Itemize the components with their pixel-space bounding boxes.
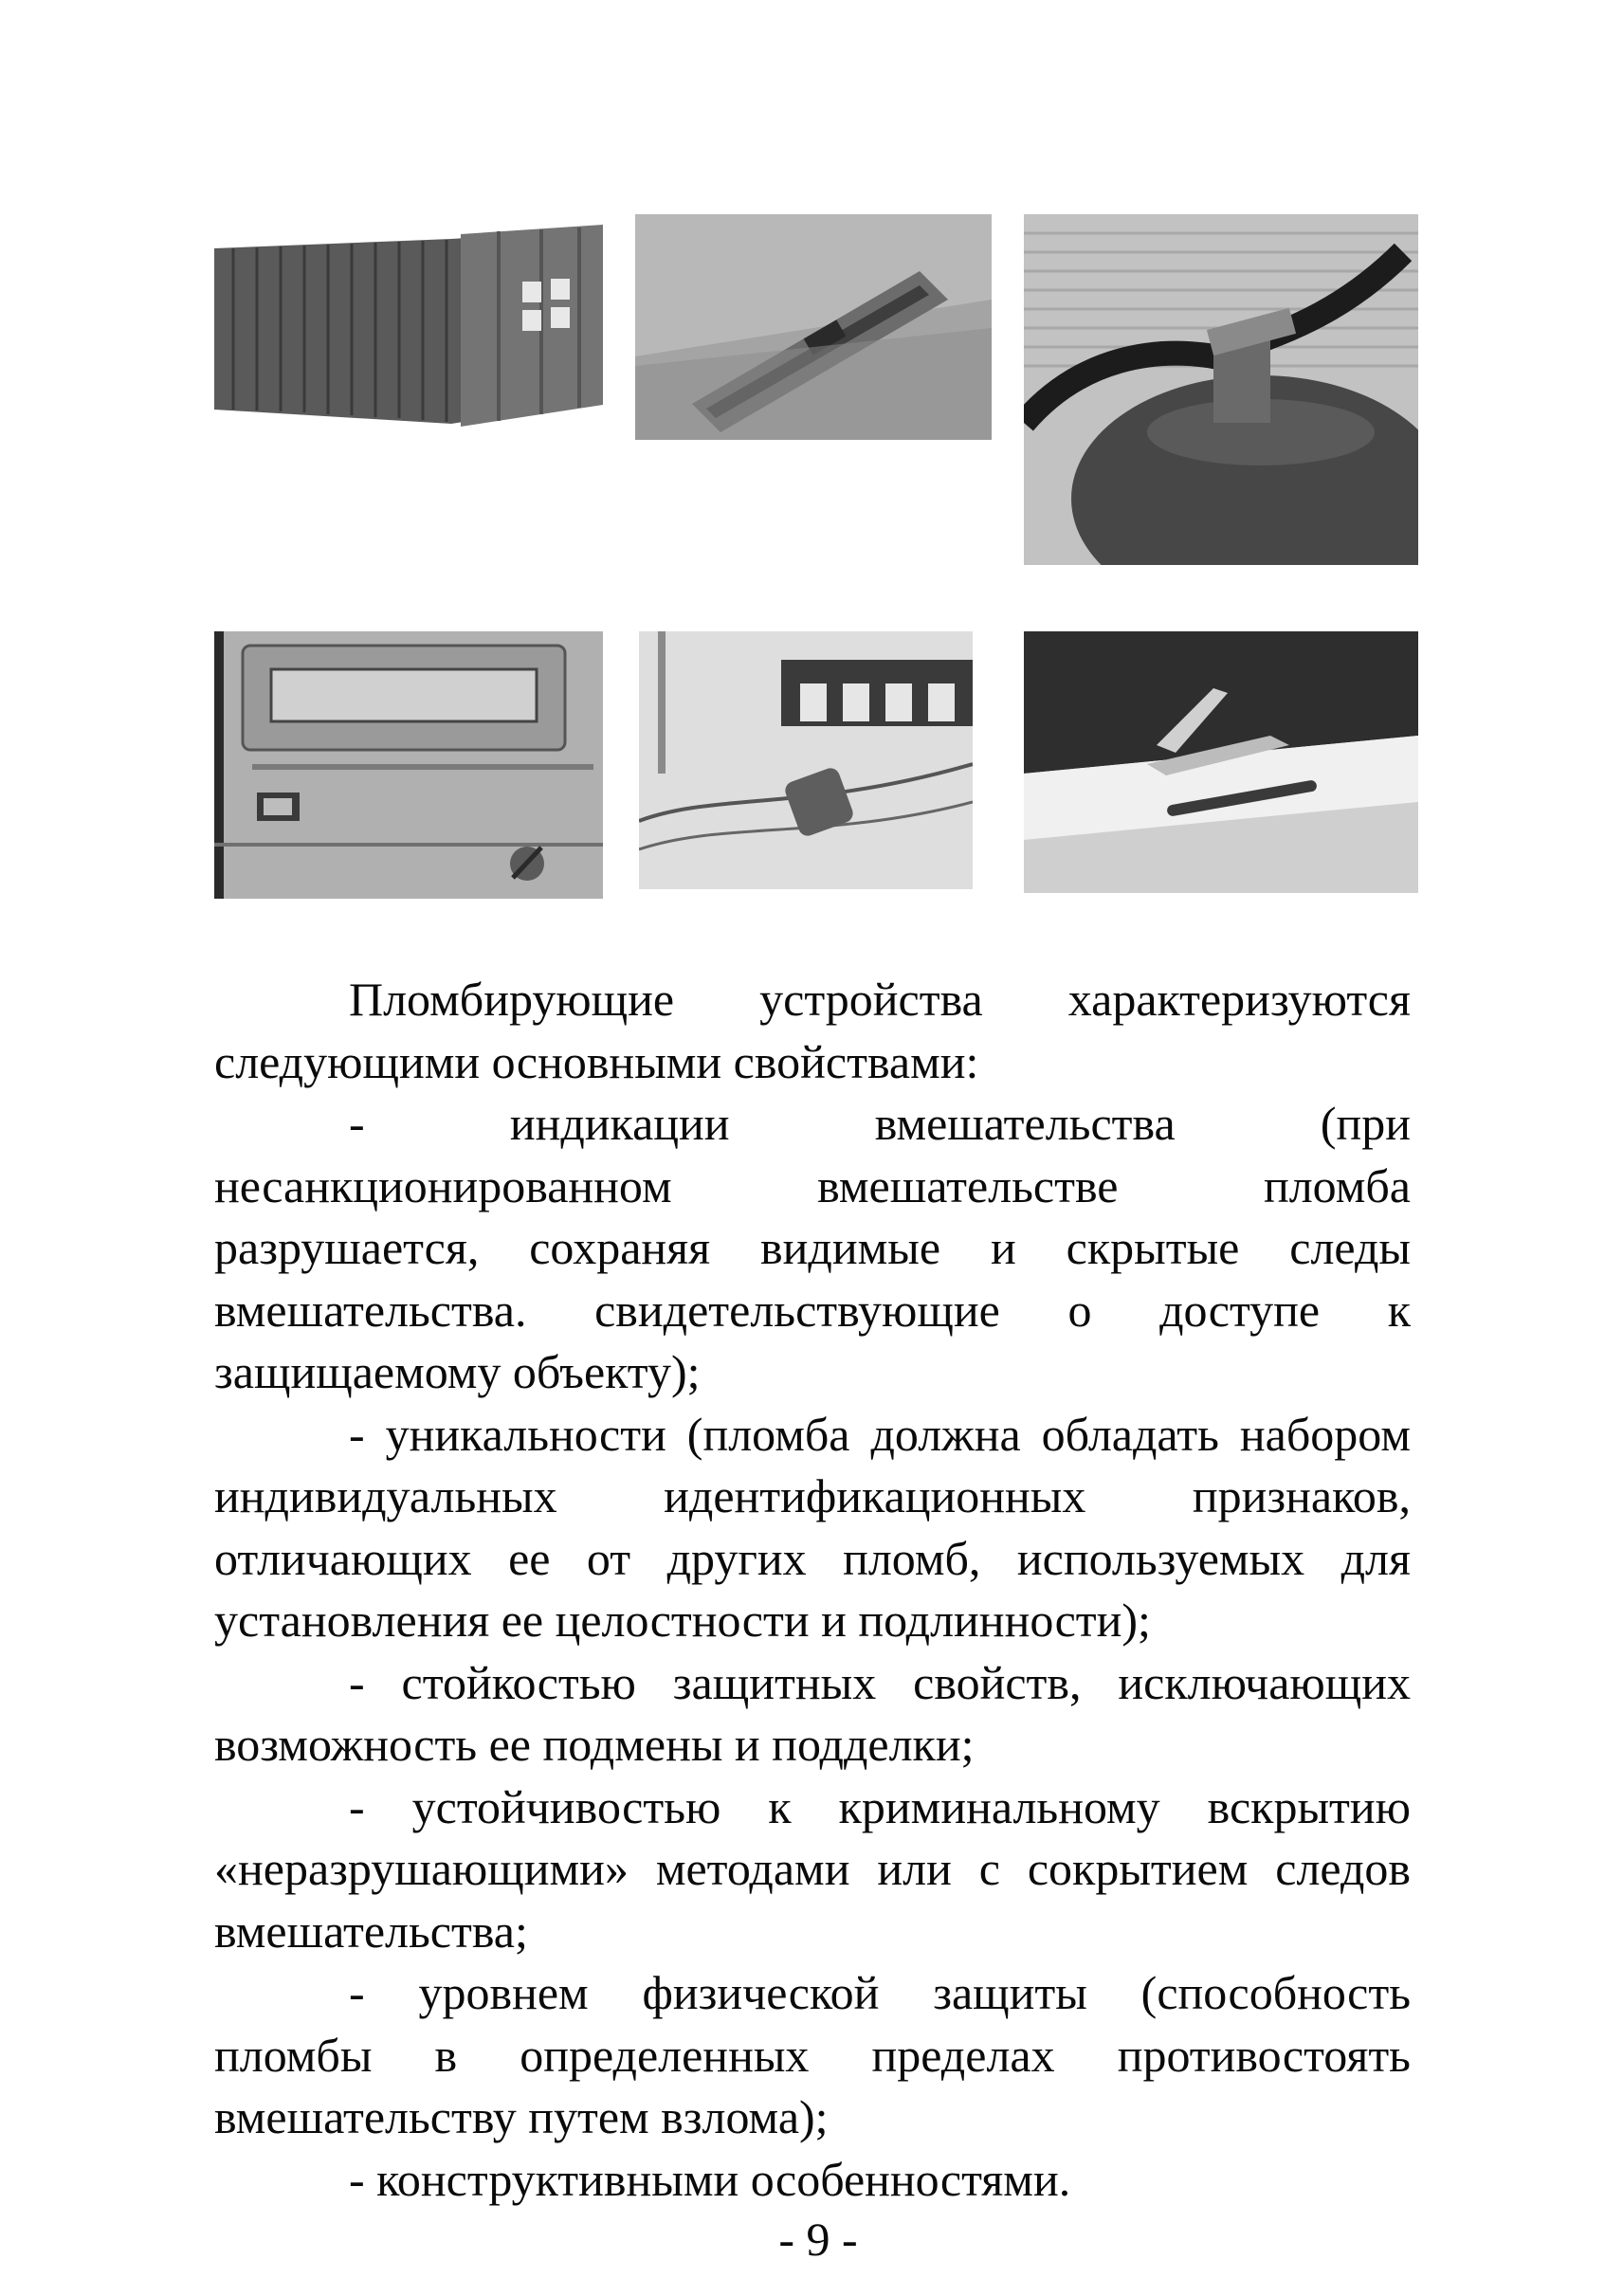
seal-strip-photo xyxy=(635,214,992,440)
circuit-breaker-seal-photo xyxy=(639,631,973,889)
page-number: - 9 - xyxy=(778,2213,858,2266)
sealed-package-photo xyxy=(1024,631,1418,893)
property-opening-resistance: - устойчивостью к криминальному вскрытию «неразрушающими» методами или с сокрытием следов вмешательства; xyxy=(214,1779,1411,1958)
electric-meter-photo xyxy=(214,631,603,899)
property-tamper-indication: - индикации вмешательства (при несанкционированном вмешательстве пломба разрушается, сохраняя видимые и скрытые следы вмешательства. свидетельствующие о доступе к защищаемому объекту); xyxy=(214,1097,1411,1398)
fire-extinguisher-photo xyxy=(1024,214,1418,565)
body-text xyxy=(214,969,1411,2211)
property-protective-stability: - стойкостью защитных свойств, исключающих возможность ее подмены и подделки; xyxy=(214,1655,1411,1771)
shipping-container-photo xyxy=(214,210,603,438)
intro-paragraph: Пломбирующие устройства характеризуются следующими основными свойствами: xyxy=(214,973,1411,1088)
property-physical-protection: - уровнем физической защиты (способность пломбы в определенных пределах противостоять вмешательству путем взлома); xyxy=(214,1966,1411,2143)
property-design-features: - конструктивными особенностями. xyxy=(349,2152,1071,2206)
property-uniqueness: - уникальности (пломба должна обладать набором индивидуальных идентификационных признаков, отличающих ее от других пломб, используемых для установления ее целостности и подлинности); xyxy=(214,1407,1411,1647)
